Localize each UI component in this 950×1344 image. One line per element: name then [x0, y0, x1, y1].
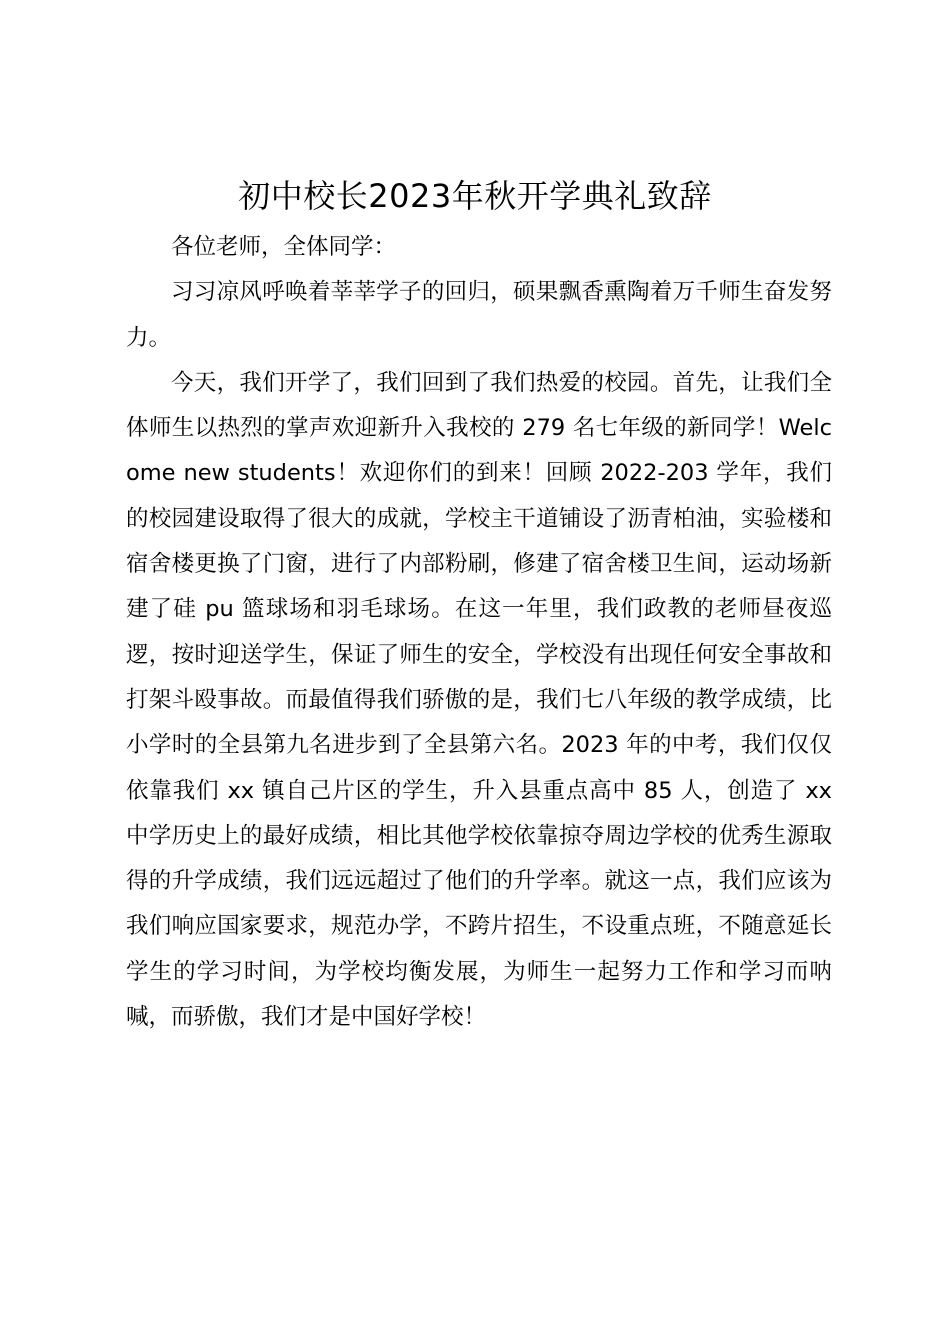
- document-title: 初中校长2023年秋开学典礼致辞: [238, 177, 712, 215]
- main-paragraph: 今天，我们开学了，我们回到了我们热爱的校园。首先，让我们全体师生以热烈的掌声欢迎新升入我校的 279 名七年级的新同学！Welcome new students！欢迎你们的到来！回顾 2022-203 学年，我们的校园建设取得了很大的成就，学校主干道铺设了沥青柏油，实验楼和宿舍楼更换了门窗，进行了内部粉刷，修建了宿舍楼卫生间，运动场新建了硅 pu 篮球场和羽毛球场。在这一年里，我们政教的老师昼夜巡逻，按时迎送学生，保证了师生的安全，学校没有出现任何安全事故和打架斗殴事故。而最值得我们骄傲的是，我们七八年级的教学成绩，比小学时的全县第九名进步到了全县第六名。2023 年的中考，我们仅仅依靠我们 xx 镇自己片区的学生，升入县重点高中 85 人，创造了 xx 中学历史上的最好成绩，相比其他学校依靠掠夺周边学校的优秀生源取得的升学成绩，我们远远超过了他们的升学率。就这一点，我们应该为我们响应国家要求，规范办学，不跨片招生，不设重点班，不随意延长学生的学习时间，为学校均衡发展，为师生一起努力工作和学习而呐喊，而骄傲，我们才是中国好学校！: [126, 369, 832, 1031]
- document-body: [126, 225, 832, 1040]
- opening-paragraph: 习习凉风呼唤着莘莘学子的回归，硕果飘香熏陶着万千师生奋发努力。: [126, 279, 832, 351]
- salutation-paragraph: 各位老师，全体同学：: [171, 234, 397, 260]
